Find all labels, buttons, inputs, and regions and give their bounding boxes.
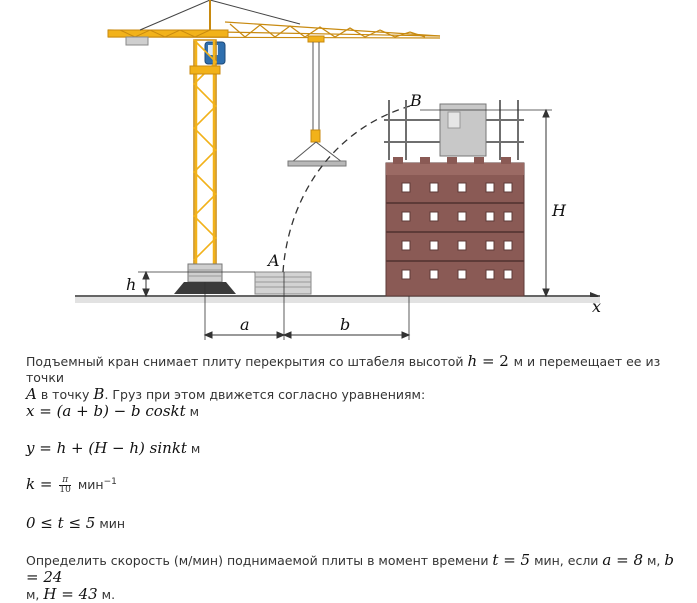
question-text-1: Определить скорость (м/мин) поднимаемой плиты в момент времени (26, 553, 493, 568)
plate-stack (255, 272, 311, 294)
label-x-axis: x (592, 297, 602, 316)
label-B: B (410, 91, 422, 110)
equation-x (26, 403, 199, 420)
intro-text-3: в точку (36, 387, 94, 402)
question-text-5: м. (97, 587, 116, 602)
intro-h-symbol: h (467, 352, 478, 370)
equation-k-exponent: −1 (103, 477, 117, 487)
question-text-3: м, (643, 553, 665, 568)
question-text-4: м, (26, 587, 44, 602)
label-h: h (126, 275, 137, 294)
intro-h-unit: м (513, 354, 524, 369)
equation-x-unit: м (189, 404, 200, 419)
equation-k-unit: мин (77, 477, 104, 493)
equation-y (26, 440, 200, 457)
question-a-value: a = 8 (602, 551, 643, 569)
label-b: b (340, 315, 351, 334)
intro-text-4: . Груз при этом движется согласно уравнениям: (104, 387, 426, 402)
label-H: H (552, 201, 566, 220)
intro-h-value: = 2 (477, 352, 514, 370)
equation-k-denominator: 10 (59, 485, 71, 496)
equation-k-left: k = (26, 475, 53, 494)
equation-t-range: 0 ≤ t ≤ 5 (26, 514, 96, 532)
label-A: A (268, 251, 280, 270)
problem-question (26, 552, 686, 603)
question-b-value: b = 24 (26, 551, 674, 586)
equation-k-numerator: π (59, 476, 70, 486)
equation-k (26, 474, 117, 495)
label-a: a (240, 315, 250, 334)
problem-intro (26, 353, 676, 403)
equation-k-fraction (59, 476, 70, 495)
intro-point-b: B (93, 385, 105, 403)
equation-y-unit: м (190, 441, 201, 456)
intro-text-1: Подъемный кран снимает плиту перекрытия со штабеля высотой (26, 354, 464, 369)
question-t-value: t = 5 (492, 551, 531, 569)
equation-t-unit: мин (99, 516, 126, 531)
question-H-value: H = 43 (43, 585, 98, 603)
equation-t (26, 515, 125, 532)
intro-text-2: и перемещает ее из точки (26, 354, 661, 385)
equation-y-formula: y = h + (H − h) sinkt (26, 439, 187, 457)
building (384, 100, 524, 296)
equation-x-formula: x = (a + b) − b coskt (26, 402, 186, 420)
question-text-2: мин, если (530, 553, 603, 568)
intro-point-a: A (26, 385, 37, 403)
